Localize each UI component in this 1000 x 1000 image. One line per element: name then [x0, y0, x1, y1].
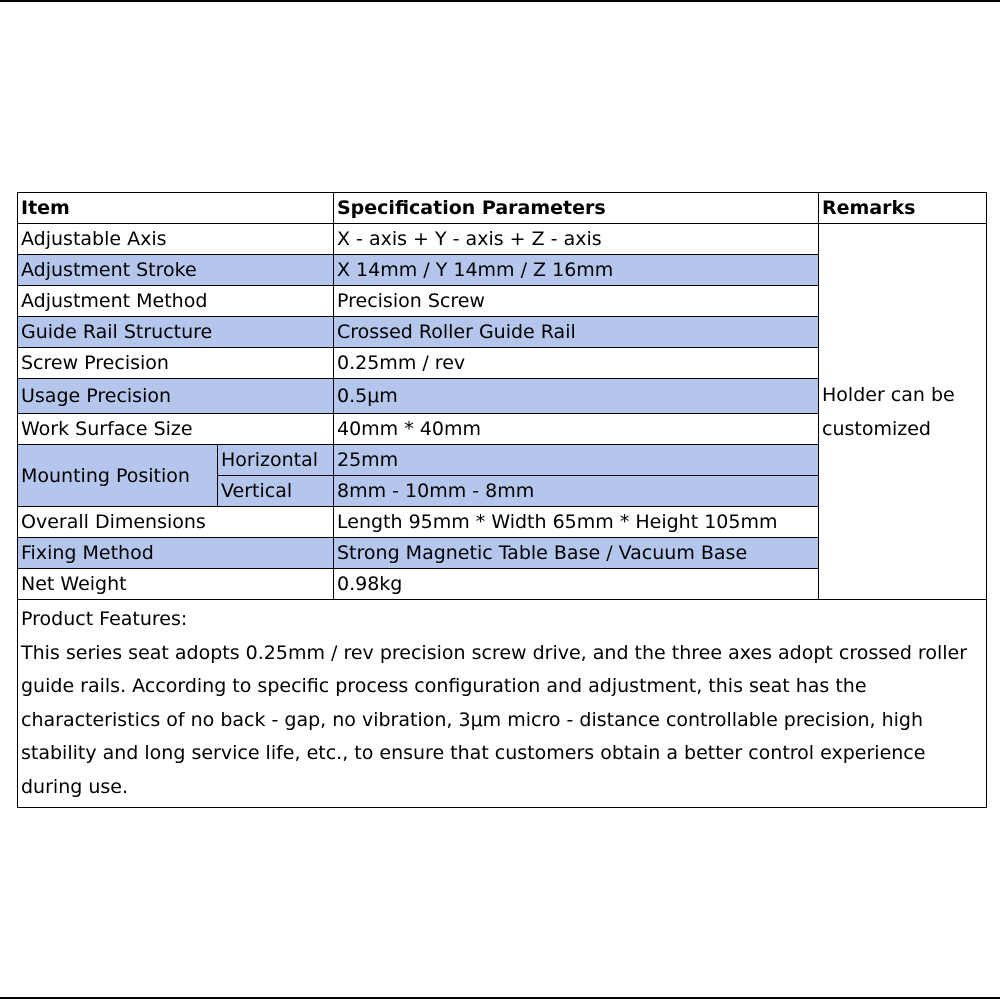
table-row [18, 224, 987, 255]
row-spec: 40mm * 40mm [334, 414, 819, 445]
row-spec: X 14mm / Y 14mm / Z 16mm [334, 255, 819, 286]
row-spec: Length 95mm * Width 65mm * Height 105mm [334, 507, 819, 538]
features-body: This series seat adopts 0.25mm / rev precision screw drive, and the three axes adopt crossed roller guide rails. According to specific process configuration and adjustment, this seat has the characteristics of no back - gap, no vibration, 3μm micro - distance controllable precision, high stability and long service life, etc., to ensure that customers obtain a better control experience during use. [21, 641, 968, 798]
table-header-row [18, 193, 987, 224]
features-cell [18, 600, 987, 808]
row-spec: Strong Magnetic Table Base / Vacuum Base [334, 538, 819, 569]
row-spec: 0.98kg [334, 569, 819, 600]
row-item: Usage Precision [18, 379, 334, 414]
row-item: Work Surface Size [18, 414, 334, 445]
mounting-vertical-value: 8mm - 10mm - 8mm [334, 476, 819, 507]
row-item: Adjustment Method [18, 286, 334, 317]
row-spec: Crossed Roller Guide Rail [334, 317, 819, 348]
remarks-cell: Holder can be customized [819, 224, 987, 600]
row-item: Fixing Method [18, 538, 334, 569]
mounting-position-label: Mounting Position [18, 445, 218, 507]
mounting-horizontal-value: 25mm [334, 445, 819, 476]
mounting-horizontal-label: Horizontal [218, 445, 334, 476]
row-item: Adjustment Stroke [18, 255, 334, 286]
row-spec: Precision Screw [334, 286, 819, 317]
top-border-line [0, 0, 1000, 2]
bottom-border-line [0, 997, 1000, 999]
features-row [18, 600, 987, 808]
row-item: Overall Dimensions [18, 507, 334, 538]
mounting-vertical-label: Vertical [218, 476, 334, 507]
header-remarks: Remarks [819, 193, 987, 224]
features-title: Product Features: [21, 608, 188, 630]
row-item: Screw Precision [18, 348, 334, 379]
header-spec: Specification Parameters [334, 193, 819, 224]
header-item: Item [18, 193, 334, 224]
row-item: Guide Rail Structure [18, 317, 334, 348]
row-item: Adjustable Axis [18, 224, 334, 255]
row-item: Net Weight [18, 569, 334, 600]
row-spec: X - axis + Y - axis + Z - axis [334, 224, 819, 255]
row-spec: 0.5μm [334, 379, 819, 414]
specification-table [17, 192, 987, 808]
row-spec: 0.25mm / rev [334, 348, 819, 379]
